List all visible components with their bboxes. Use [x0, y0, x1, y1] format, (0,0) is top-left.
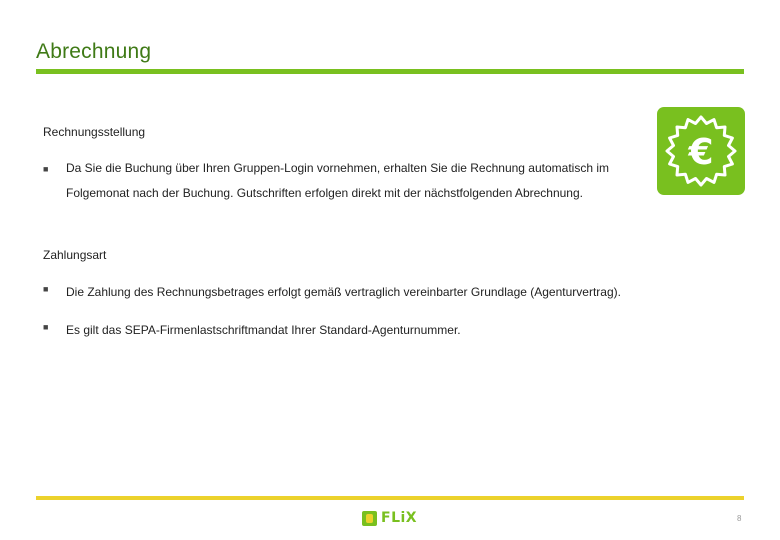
bullet-icon: ■ [43, 164, 49, 174]
flix-logo [362, 510, 417, 526]
footer-divider [36, 496, 744, 500]
section-heading-rechnungsstellung: Rechnungsstellung [43, 125, 146, 139]
bullet-text: Da Sie die Buchung über Ihren Gruppen-Login vornehmen, erhalten Sie die Rechnung automatisch im Folgemonat nach der Buchung. Gutschriften erfolgen direkt mit der nächstfolgenden Abrechnung. [66, 161, 609, 200]
flix-logo-icon [362, 511, 377, 526]
flix-logo-text: FLiX [381, 510, 418, 526]
page-title: Abrechnung [36, 40, 152, 63]
section-heading-zahlungsart: Zahlungsart [43, 248, 107, 262]
euro-symbol: € [688, 132, 714, 173]
bullet-icon: ■ [43, 322, 49, 332]
page-number: 8 [737, 514, 742, 523]
bullet-text: Es gilt das SEPA-Firmenlastschriftmandat Ihrer Standard-Agenturnummer. [66, 323, 461, 337]
bullet-icon: ■ [43, 284, 49, 294]
euro-seal-icon [657, 107, 745, 195]
euro-badge [657, 107, 745, 195]
title-divider [36, 69, 744, 74]
bullet-text: Die Zahlung des Rechnungsbetrages erfolgt gemäß vertraglich vereinbarter Grundlage (Agenturvertrag). [66, 285, 621, 299]
